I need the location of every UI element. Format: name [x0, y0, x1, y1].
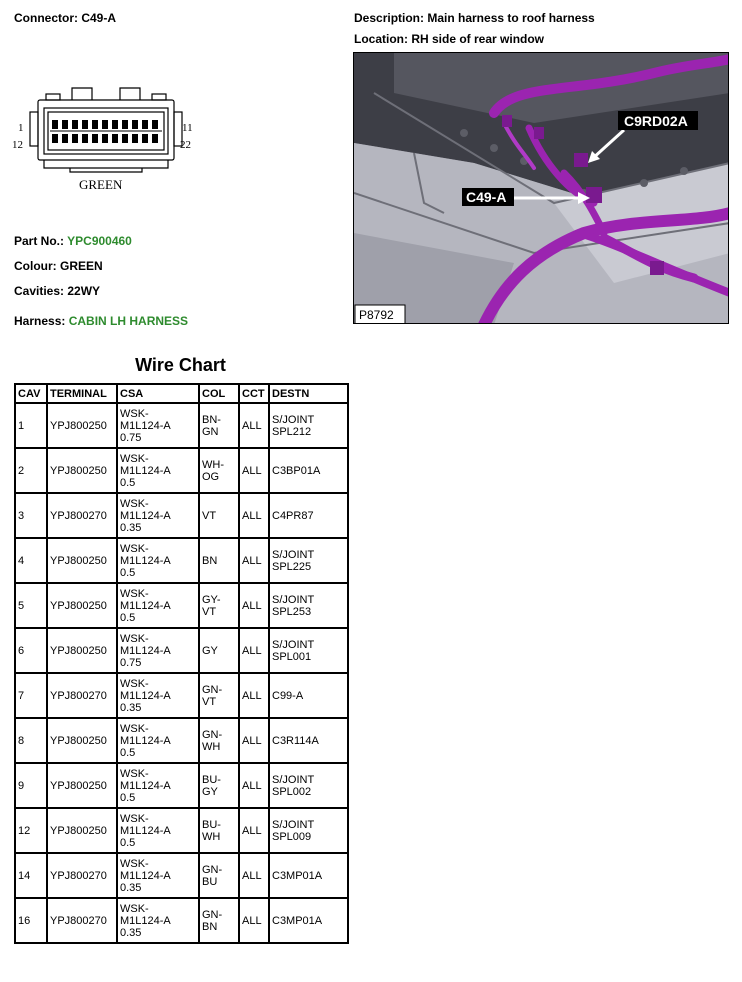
cell-csa: WSK- M1L124-A 0.5	[117, 808, 199, 853]
cell-cav: 2	[15, 448, 47, 493]
cell-cct: ALL	[239, 673, 269, 718]
connector-label: Connector: C49-A	[14, 11, 117, 25]
cell-terminal: YPJ800250	[47, 808, 117, 853]
table-row	[15, 538, 348, 583]
cell-cav: 7	[15, 673, 47, 718]
cell-cav: 6	[15, 628, 47, 673]
photo-id-label: P8792	[359, 308, 394, 322]
cell-cct: ALL	[239, 628, 269, 673]
cell-cct: ALL	[239, 403, 269, 448]
colour-label: Colour: GREEN	[14, 259, 103, 273]
table-row	[15, 898, 348, 943]
cell-col: GN- WH	[199, 718, 239, 763]
cell-col: BN	[199, 538, 239, 583]
column-header-csa: CSA	[117, 384, 199, 403]
pin-label-top-left: 1	[18, 122, 24, 134]
wire-chart-title: Wire Chart	[135, 355, 226, 375]
cavity-slot	[92, 134, 98, 143]
cavity-slot	[92, 120, 98, 129]
harness-label: Harness:	[14, 314, 66, 328]
cell-csa: WSK- M1L124-A 0.5	[117, 718, 199, 763]
cavity-slot	[52, 120, 58, 129]
table-row	[15, 763, 348, 808]
cell-destn: S/JOINT SPL212	[269, 403, 348, 448]
cavity-slot	[52, 134, 58, 143]
wire-chart-header-row	[15, 384, 348, 403]
location-label: Location: RH side of rear window	[354, 32, 545, 46]
cell-destn: S/JOINT SPL225	[269, 538, 348, 583]
column-header-cct: CCT	[239, 384, 269, 403]
cavity-slot	[82, 134, 88, 143]
pin-label-top-right: 11	[182, 122, 193, 134]
cell-col: GN- BU	[199, 853, 239, 898]
cell-destn: C3R114A	[269, 718, 348, 763]
cell-cct: ALL	[239, 538, 269, 583]
cell-csa: WSK- M1L124-A 0.5	[117, 583, 199, 628]
cell-cav: 9	[15, 763, 47, 808]
cell-csa: WSK- M1L124-A 0.35	[117, 493, 199, 538]
cell-terminal: YPJ800270	[47, 673, 117, 718]
cell-destn: S/JOINT SPL253	[269, 583, 348, 628]
pin-label-bottom-left: 12	[12, 139, 23, 151]
cell-cct: ALL	[239, 718, 269, 763]
cavity-slot	[82, 120, 88, 129]
cell-csa: WSK- M1L124-A 0.5	[117, 538, 199, 583]
cell-csa: WSK- M1L124-A 0.35	[117, 898, 199, 943]
cell-csa: WSK- M1L124-A 0.35	[117, 673, 199, 718]
cell-cav: 5	[15, 583, 47, 628]
location-photo-illustration	[354, 53, 729, 324]
cell-terminal: YPJ800250	[47, 763, 117, 808]
table-row	[15, 493, 348, 538]
column-header-cav: CAV	[15, 384, 47, 403]
cavity-slot	[72, 134, 78, 143]
cell-csa: WSK- M1L124-A 0.75	[117, 403, 199, 448]
cavity-slot	[132, 134, 138, 143]
cavities-label: Cavities: 22WY	[14, 284, 101, 298]
cavity-slot	[112, 120, 118, 129]
cell-col: BU- WH	[199, 808, 239, 853]
cell-destn: C4PR87	[269, 493, 348, 538]
cell-cav: 3	[15, 493, 47, 538]
cell-destn: S/JOINT SPL002	[269, 763, 348, 808]
cell-destn: C3MP01A	[269, 898, 348, 943]
cavity-slot	[102, 134, 108, 143]
harness	[14, 314, 188, 328]
cell-cct: ALL	[239, 808, 269, 853]
cavity-slot	[152, 134, 158, 143]
cell-cav: 8	[15, 718, 47, 763]
cell-destn: S/JOINT SPL009	[269, 808, 348, 853]
cell-cct: ALL	[239, 853, 269, 898]
cell-cct: ALL	[239, 493, 269, 538]
wire-chart-table	[14, 383, 349, 944]
cell-cav: 12	[15, 808, 47, 853]
cell-csa: WSK- M1L124-A 0.5	[117, 448, 199, 493]
description-label: Description: Main harness to roof harness	[354, 11, 595, 25]
cavity-slot	[122, 134, 128, 143]
cavity-slot	[142, 120, 148, 129]
table-row	[15, 628, 348, 673]
connector-color-caption: GREEN	[79, 177, 123, 192]
cell-terminal: YPJ800250	[47, 403, 117, 448]
callout-c49-a: C49-A	[466, 189, 507, 205]
table-row	[15, 583, 348, 628]
column-header-col: COL	[199, 384, 239, 403]
cell-terminal: YPJ800250	[47, 583, 117, 628]
cell-csa: WSK- M1L124-A 0.75	[117, 628, 199, 673]
cavity-slot	[72, 120, 78, 129]
cell-cct: ALL	[239, 448, 269, 493]
table-row	[15, 673, 348, 718]
cell-col: GN- VT	[199, 673, 239, 718]
cavity-slot	[62, 120, 68, 129]
cell-cct: ALL	[239, 898, 269, 943]
cell-csa: WSK- M1L124-A 0.35	[117, 853, 199, 898]
cavity-slot	[142, 134, 148, 143]
cell-terminal: YPJ800250	[47, 628, 117, 673]
part-number-link[interactable]: YPC900460	[67, 234, 132, 248]
table-row	[15, 808, 348, 853]
cell-destn: S/JOINT SPL001	[269, 628, 348, 673]
cavity-slot	[112, 134, 118, 143]
callout-c9rd02a: C9RD02A	[624, 113, 688, 129]
cavity-slot	[122, 120, 128, 129]
cell-cav: 16	[15, 898, 47, 943]
cell-col: WH- OG	[199, 448, 239, 493]
cell-col: BN- GN	[199, 403, 239, 448]
harness-link[interactable]: CABIN LH HARNESS	[68, 314, 189, 328]
cell-destn: C3BP01A	[269, 448, 348, 493]
cavity-slot	[132, 120, 138, 129]
cell-col: VT	[199, 493, 239, 538]
cell-terminal: YPJ800250	[47, 718, 117, 763]
pin-label-bottom-right: 22	[180, 139, 191, 151]
cell-cav: 14	[15, 853, 47, 898]
cell-col: GN- BN	[199, 898, 239, 943]
cell-col: BU- GY	[199, 763, 239, 808]
cell-cct: ALL	[239, 763, 269, 808]
cell-cav: 4	[15, 538, 47, 583]
cell-terminal: YPJ800270	[47, 493, 117, 538]
part-number	[14, 234, 132, 248]
cell-cct: ALL	[239, 583, 269, 628]
column-header-terminal: TERMINAL	[47, 384, 117, 403]
table-row	[15, 853, 348, 898]
table-row	[15, 448, 348, 493]
cell-csa: WSK- M1L124-A 0.5	[117, 763, 199, 808]
column-header-destn: DESTN	[269, 384, 348, 403]
cell-cav: 1	[15, 403, 47, 448]
cell-terminal: YPJ800270	[47, 853, 117, 898]
cell-col: GY- VT	[199, 583, 239, 628]
part-number-label: Part No.:	[14, 234, 65, 248]
cell-destn: C99-A	[269, 673, 348, 718]
cavity-slot	[152, 120, 158, 129]
cell-terminal: YPJ800250	[47, 538, 117, 583]
table-row	[15, 718, 348, 763]
cavity-slot	[62, 134, 68, 143]
cell-col: GY	[199, 628, 239, 673]
cell-terminal: YPJ800270	[47, 898, 117, 943]
location-photo	[353, 52, 729, 324]
connector-face-diagram	[10, 82, 200, 200]
cell-destn: C3MP01A	[269, 853, 348, 898]
table-row	[15, 403, 348, 448]
cavity-slot	[102, 120, 108, 129]
cell-terminal: YPJ800250	[47, 448, 117, 493]
